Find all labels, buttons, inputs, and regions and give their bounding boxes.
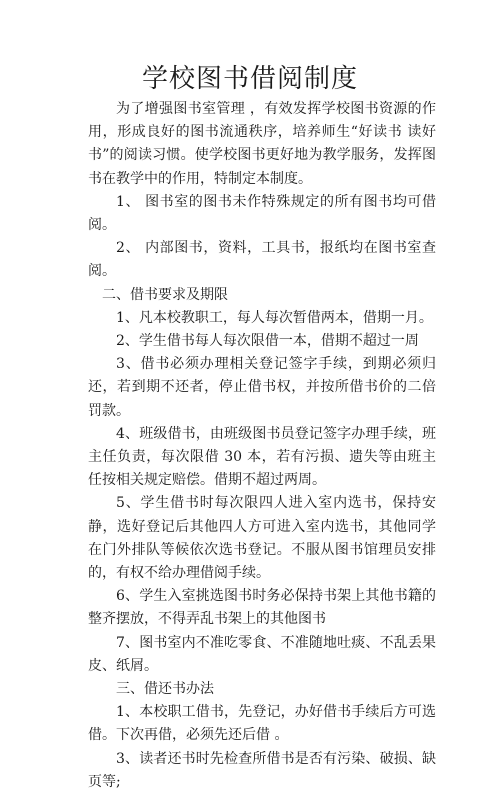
paragraph-borrow-7: 7、图书室内不准吃零食、不准随地吐痰、不乱丢果皮、纸屑。 xyxy=(88,634,436,674)
paragraph-borrow-6: 6、学生入室挑选图书时务必保持书架上其他书籍的整齐摆放，不得弄乱书架上的其他图书 xyxy=(88,588,436,628)
section-heading-3: 三、借还书办法 xyxy=(116,681,214,698)
paragraph-rule-1: 1、 图书室的图书未作特殊规定的所有图书均可借阅。 xyxy=(88,193,436,234)
document-title: 学校图书借阅制度 xyxy=(141,64,358,94)
section-heading-2: 二、借书要求及期限 xyxy=(102,286,228,303)
paragraph-borrow-2: 2、学生借书每人每次限借一本，借期不超过一周 xyxy=(116,333,419,350)
paragraph-rule-2: 2、 内部图书，资料，工具书，报纸均在图书室查阅。 xyxy=(88,240,436,280)
paragraph-return-1: 1、本校职工借书，先登记，办好借书手续后方可选借。下次再借，必须先还后借 。 xyxy=(88,704,436,744)
paragraph-borrow-4: 4、班级借书，由班级图书员登记签字办理手续，班主任负责，每次限借 30 本，若有污损、遗失等由班主任按相关规定赔偿。借期不超过两周。 xyxy=(88,425,436,489)
paragraph-intro: 为了增强图书室管理 ，有效发挥学校图书资源的作用，形成良好的图书流通秩序，培养师生“好读书 读好书”的阅读习惯。使学校图书更好地为教学服务，发挥图书在教学中的作用，特制定本制度。 xyxy=(88,101,436,187)
paragraph-borrow-5: 5、学生借书时每次限四人进入室内选书，保持安静，选好登记后其他四人方可进入室内选书，其他同学在门外排队等候依次选书登记。不服从图书馆理员安排的，有权不给办理借阅手续。 xyxy=(88,495,436,582)
document-body xyxy=(88,98,436,794)
paragraph-borrow-1: 1、凡本校教职工，每人每次暂借两本，借期一月。 xyxy=(116,309,433,326)
paragraph-return-3: 3、读者还书时先检查所借书是否有污染、破损、缺页等; xyxy=(88,750,436,790)
paragraph-borrow-3: 3、借书必须办理相关登记签字手续，到期必须归还，若到期不还者，停止借书权，并按所借书价的二倍罚款。 xyxy=(88,356,436,419)
